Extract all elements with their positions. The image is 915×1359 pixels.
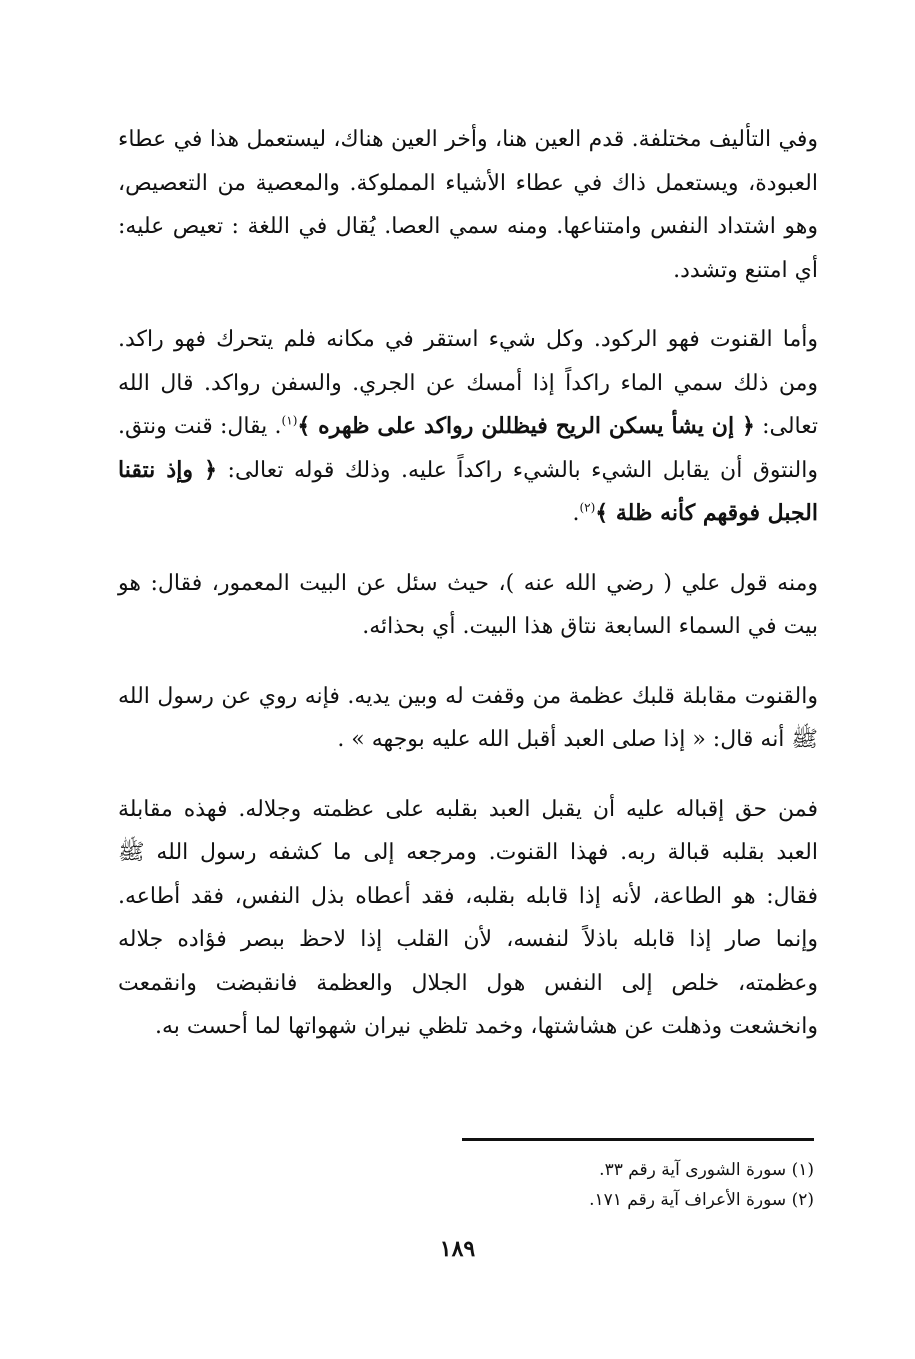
text-segment: . يقال: قنت ونتق. والنتوق أن يقابل الشيء بالشيء راكداً عليه. وذلك قوله تعالى: — [118, 414, 818, 483]
text-segment: والقنوت مقابلة قلبك عظمة من وقفت له وبين يديه. فإنه روي عن رسول الله ﷺ أنه قال: « إذا صلى العبد أقبل الله عليه بوجهه » . — [118, 683, 818, 752]
main-text — [118, 118, 818, 1075]
paragraph — [118, 788, 818, 1049]
page-number: ١٨٩ — [439, 1236, 476, 1262]
footnote-divider — [462, 1138, 814, 1141]
footnote-ref: (١) — [281, 413, 298, 428]
footnote-1: (١) سورة الشورى آية رقم ٣٣. — [599, 1160, 814, 1180]
footnote-2: (٢) سورة الأعراف آية رقم ١٧١. — [589, 1190, 814, 1210]
paragraph — [118, 562, 818, 649]
text-segment: وفي التأليف مختلفة. قدم العين هنا، وأخر العين هناك، ليستعمل هذا في عطاء العبودة، ويستعمل ذاك في عطاء الأشياء المملوكة. والمعصية من التعصيص، وهو اشتداد النفس وامتناعها. ومنه سمي العصا. يُقال في اللغة : تعيص عليه: أي امتنع وتشدد. — [118, 127, 818, 283]
paragraph — [118, 318, 818, 536]
text-segment: وأما القنوت فهو الركود. وكل شيء استقر في مكانه فلم يتحرك فهو راكد. ومن ذلك سمي الماء راكداً إذا أمسك عن الجري. والسفن رواكد. قال الله تعالى: — [118, 327, 819, 439]
footnote-ref: (٢) — [579, 500, 596, 515]
footnotes — [118, 1138, 814, 1215]
text-segment: ومنه قول علي ( رضي الله عنه )، حيث سئل عن البيت المعمور، فقال: هو بيت في السماء السابعة نتاق هذا البيت. أي بحذائه. — [118, 570, 818, 639]
text-segment: . — [572, 501, 580, 526]
paragraph — [118, 675, 818, 762]
quran-verse: ﴿ إن يشأ يسكن الريح فيظللن رواكد على ظهره ﴾ — [297, 413, 755, 439]
paragraph — [118, 118, 818, 292]
quran-verse: ﴿ وإذ نتقنا الجبل فوقهم كأنه ظلة ﴾ — [118, 456, 818, 526]
text-segment: فمن حق إقباله عليه أن يقبل العبد بقلبه على عظمته وجلاله. فهذه مقابلة العبد بقلبه قبالة ربه. فهذا القنوت. ومرجعه إلى ما كشفه رسول الله ﷺ فقال: هو الطاعة، لأنه إذا قابله بقلبه، فقد أعطاه بذل النفس، فقد أطاعه. وإنما صار إذا قابله باذلاً لنفسه، لأن القلب إذا لاحظ ببصر فؤاده جلاله وعظمته، خلص إلى النفس هول الجلال والعظمة فانقبضت وانقمعت وانخشعت وذهلت عن هشاشتها، وخمد تلظي نيران شهواتها لما أحست به. — [118, 796, 818, 1039]
